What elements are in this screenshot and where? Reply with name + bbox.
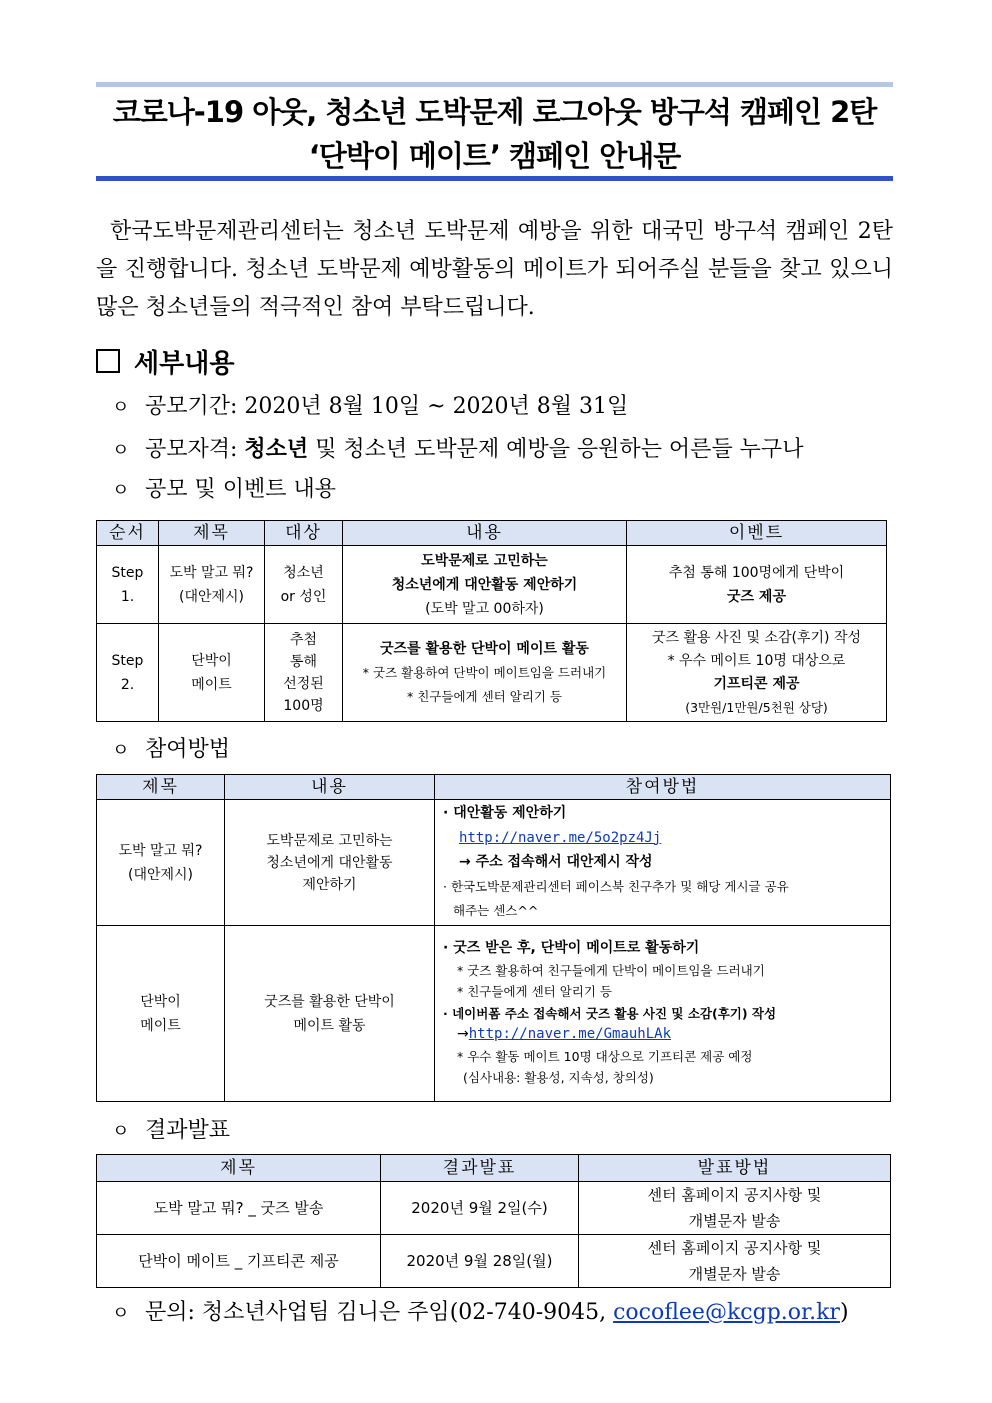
header-cell: 발표방법 — [579, 1155, 891, 1182]
intro-paragraph — [96, 213, 893, 327]
content-cell — [343, 624, 627, 722]
square-bullet-icon — [96, 349, 120, 373]
naver-form-link[interactable]: http://naver.me/GmauhLAk — [468, 1026, 672, 1043]
participation-heading: 참여방법 — [145, 737, 231, 762]
events-heading: 공모 및 이벤트 내용 — [145, 477, 336, 502]
table-row — [97, 1182, 891, 1235]
cell-line: 해주는 센스^^ — [453, 903, 539, 919]
events-table — [96, 520, 887, 722]
table-row — [97, 1235, 891, 1288]
cell-line: · 굿즈 받은 후, 단박이 메이트로 활동하기 — [443, 940, 700, 957]
target-cell — [265, 624, 343, 722]
participation-table — [96, 774, 891, 1102]
intro-text: 한국도박문제관리센터는 청소년 도박문제 예방을 위한 대국민 방구석 캠페인 2탄을 진행합니다. 청소년 도박문제 예방활동의 메이트가 되어주실 분들을 찾고 있으니 많은 청소년들의 적극적인 참여 부탁드립니다. — [96, 219, 893, 320]
cell-line: 개별문자 발송 — [688, 1212, 781, 1230]
header-cell: 순서 — [97, 521, 159, 546]
method-cell — [435, 800, 891, 926]
method-cell — [435, 926, 891, 1102]
cell-line: 도박 말고 뭐? — [169, 564, 254, 581]
header-cell: 이벤트 — [627, 521, 887, 546]
cell-line: 청소년 — [283, 564, 324, 581]
step-cell — [97, 546, 159, 624]
cell-line: (3만원/1만원/5천원 상당) — [685, 699, 828, 715]
cell-line: 단박이 — [191, 652, 232, 669]
content-cell — [225, 926, 435, 1102]
table-row — [97, 624, 887, 722]
period-item — [112, 391, 628, 424]
content-cell — [225, 800, 435, 926]
period-value: 2020년 8월 10일 ~ 2020년 8월 31일 — [244, 394, 629, 419]
events-heading-item — [112, 474, 336, 507]
table-row — [97, 546, 887, 624]
cell-line: Step — [111, 652, 144, 669]
table-row — [97, 800, 891, 926]
cell-line: 청소년에게 대안활동 — [266, 854, 393, 871]
cell-line: 굿즈 활용 사진 및 소감(후기) 작성 — [652, 629, 861, 646]
table-header-row — [97, 521, 887, 546]
step-cell — [97, 624, 159, 722]
cell-line: 도박문제로 고민하는 — [266, 832, 393, 849]
cell-line: * 우수 메이트 10명 대상으로 — [667, 652, 846, 669]
cell-line: 100명 — [283, 697, 324, 714]
cell-line: * 굿즈 활용하여 단박이 메이트임을 드러내기 — [362, 664, 607, 680]
cell-line: 선정된 — [283, 675, 324, 692]
cell-line: (심사내용: 활용성, 지속성, 창의성) — [463, 1070, 654, 1086]
cell-line: (도박 말고 00하자) — [425, 600, 544, 617]
title-line-1: 코로나-19 아웃, 청소년 도박문제 로그아웃 방구석 캠페인 2탄 — [112, 95, 877, 129]
cell-line: 센터 홈페이지 공지사항 및 — [647, 1239, 822, 1257]
table-header-row — [97, 1155, 891, 1182]
header-cell: 내용 — [343, 521, 627, 546]
cell-line: Step — [111, 564, 144, 581]
cell-line: 센터 홈페이지 공지사항 및 — [647, 1186, 822, 1204]
header-cell: 내용 — [225, 775, 435, 800]
results-table — [96, 1154, 891, 1288]
cell-line: (대안제시) — [178, 588, 245, 605]
cell-line: 굿즈를 활용한 단박이 메이트 활동 — [380, 640, 589, 657]
cell-line: 도박 말고 뭐? — [118, 842, 203, 859]
cell-line: (대안제시) — [127, 866, 194, 883]
results-heading: 결과발표 — [145, 1118, 231, 1143]
page-title — [96, 90, 893, 178]
cell-line: 추첨 통해 100명에게 단박이 — [668, 564, 845, 581]
event-cell — [627, 624, 887, 722]
title-cell — [97, 926, 225, 1102]
cell-line: 제안하기 — [302, 876, 357, 893]
cell-line: 개별문자 발송 — [688, 1265, 781, 1283]
cell-line: * 굿즈 활용하여 친구들에게 단박이 메이트임을 드러내기 — [457, 962, 765, 978]
cell-line: · 한국도박문제관리센터 페이스북 친구추가 및 해당 게시글 공유 — [443, 878, 789, 894]
cell-line: 도박문제로 고민하는 — [421, 552, 548, 569]
circle-bullet-icon: ㅇ — [112, 440, 130, 461]
participation-heading-item — [112, 734, 230, 767]
cell-line: * 우수 활동 메이트 10명 대상으로 기프티콘 제공 예정 — [457, 1048, 753, 1064]
title-cell: 도박 말고 뭐? _ 굿즈 발송 — [97, 1182, 381, 1235]
title-line-2: ‘단박이 메이트’ 캠페인 안내문 — [308, 139, 681, 173]
title-top-rule — [96, 82, 893, 87]
header-cell: 제목 — [97, 1155, 381, 1182]
cell-line: 메이트 — [191, 676, 232, 693]
circle-bullet-icon: ㅇ — [112, 1303, 130, 1324]
contact-label: 문의: — [145, 1300, 195, 1325]
content-cell — [343, 546, 627, 624]
cell-line: · 대안활동 제안하기 — [443, 805, 567, 822]
contact-close: ) — [839, 1300, 849, 1325]
cell-line: 청소년에게 대안활동 제안하기 — [391, 576, 578, 593]
cell-line: 기프티콘 제공 — [713, 675, 800, 692]
header-cell: 제목 — [159, 521, 265, 546]
date-cell: 2020년 9월 2일(수) — [381, 1182, 579, 1235]
arrow-right-icon: → — [457, 1026, 469, 1043]
circle-bullet-icon: ㅇ — [112, 397, 130, 418]
cell-line: * 친구들에게 센터 알리기 등 — [407, 688, 562, 704]
circle-bullet-icon: ㅇ — [112, 1121, 130, 1142]
header-cell: 대상 — [265, 521, 343, 546]
alt-activity-link[interactable]: http://naver.me/5o2pz4Jj — [459, 829, 662, 846]
cell-line: 단박이 — [140, 993, 181, 1010]
eligibility-rest: 및 청소년 도박문제 예방을 응원하는 어른들 누구나 — [315, 437, 804, 462]
header-cell: 결과발표 — [381, 1155, 579, 1182]
title-cell: 단박이 메이트 _ 기프티콘 제공 — [97, 1235, 381, 1288]
cell-line: 굿즈 제공 — [727, 588, 786, 605]
cell-line: · 네이버폼 주소 접속해서 굿즈 활용 사진 및 소감(후기) 작성 — [443, 1005, 777, 1021]
table-row — [97, 926, 891, 1102]
method-cell — [579, 1182, 891, 1235]
contact-item — [112, 1297, 849, 1330]
eligibility-bold: 청소년 — [244, 437, 309, 462]
date-cell: 2020년 9월 28일(월) — [381, 1235, 579, 1288]
results-heading-item — [112, 1115, 230, 1148]
cell-line: 1. — [120, 588, 135, 605]
cell-line: 2. — [120, 676, 135, 693]
cell-line: → 주소 접속해서 대안제시 작성 — [459, 854, 653, 871]
title-cell — [97, 800, 225, 926]
title-cell — [159, 546, 265, 624]
contact-team: 청소년사업팀 김니은 주임 — [201, 1300, 450, 1325]
circle-bullet-icon: ㅇ — [112, 740, 130, 761]
cell-line: or 성인 — [280, 588, 327, 605]
eligibility-label: 공모자격: — [145, 437, 238, 462]
eligibility-item — [112, 434, 803, 467]
title-bottom-rule — [96, 176, 893, 181]
header-cell: 참여방법 — [435, 775, 891, 800]
contact-email-link[interactable]: cocoflee@kcgp.or.kr — [613, 1300, 840, 1325]
period-label: 공모기간: — [145, 394, 238, 419]
contact-phone: (02-740-9045, — [449, 1300, 607, 1325]
circle-bullet-icon: ㅇ — [112, 480, 130, 501]
method-cell — [579, 1235, 891, 1288]
cell-line: 메이트 — [140, 1017, 181, 1034]
cell-line: 메이트 활동 — [293, 1017, 366, 1034]
cell-line: * 친구들에게 센터 알리기 등 — [457, 984, 612, 1000]
cell-line: 통해 — [289, 653, 318, 670]
table-header-row — [97, 775, 891, 800]
target-cell — [265, 546, 343, 624]
title-cell — [159, 624, 265, 722]
header-cell: 제목 — [97, 775, 225, 800]
event-cell — [627, 546, 887, 624]
section-heading — [96, 346, 234, 382]
cell-line: 추첨 — [289, 631, 318, 648]
section-title: 세부내용 — [134, 349, 235, 379]
cell-line: 굿즈를 활용한 단박이 — [264, 993, 395, 1010]
